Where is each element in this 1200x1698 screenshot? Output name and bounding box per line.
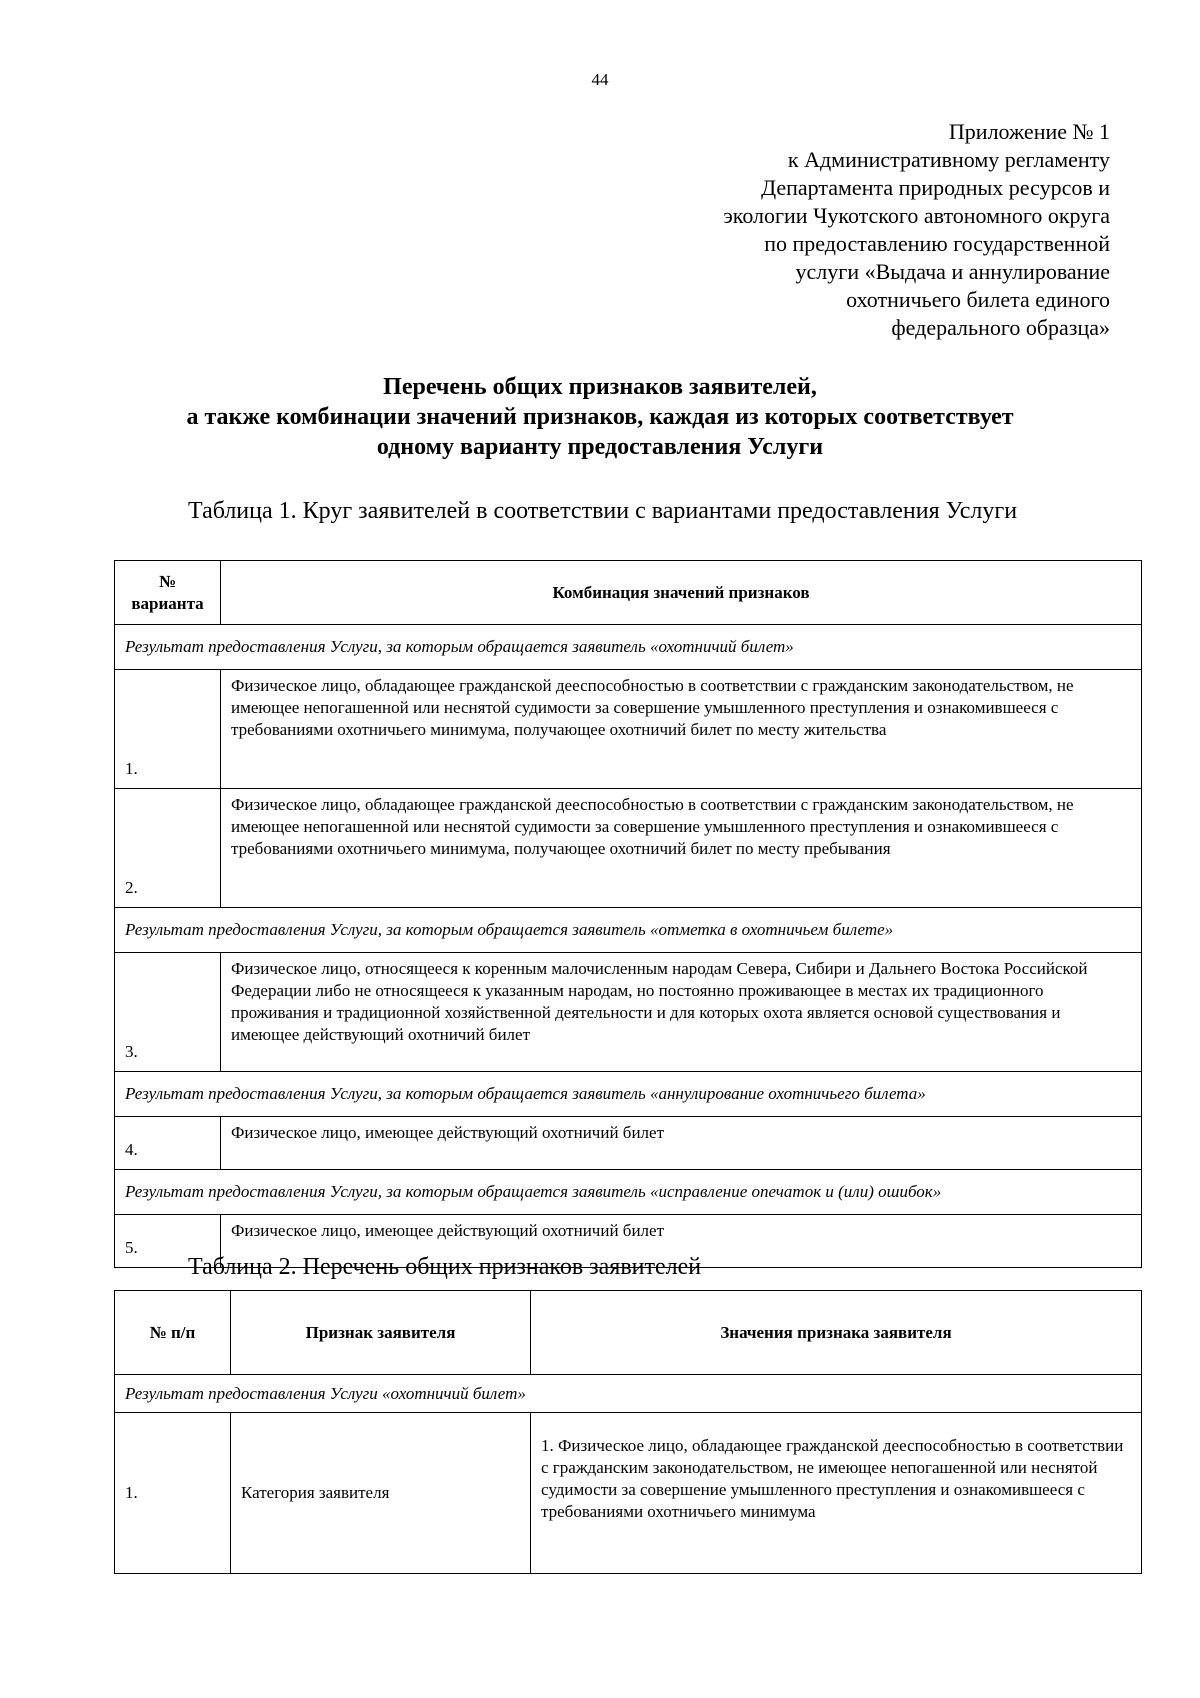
table-row [115,953,1142,1072]
table-row [115,1117,1142,1170]
table2-caption: Таблица 2. Перечень общих признаков заявителей [188,1254,702,1280]
variant-number: 5. [115,1215,221,1268]
table-header-row [115,1291,1142,1375]
appendix-line: услуги «Выдача и аннулирование [795,259,1110,284]
appendix-line: Департамента природных ресурсов и [761,175,1110,200]
table-row [115,789,1142,908]
table-header-row [115,561,1142,625]
header-variant-number: № варианта [115,561,221,625]
section-row [115,625,1142,670]
section-label: Результат предоставления Услуги «охотничий билет» [115,1375,1142,1413]
header-feature: Признак заявителя [231,1291,531,1375]
variant-description: Физическое лицо, обладающее гражданской дееспособностью в соответствии с гражданским законодательством, не имеющее непогашенной или неснятой судимости за совершение умышленного преступления и ознакомившееся с требованиями охотничьего минимума, получающее охотничий билет по месту пребывания [221,789,1142,908]
section-label: Результат предоставления Услуги, за которым обращается заявитель «отметка в охотничьем билете» [115,908,1142,953]
title-line: одному варианту предоставления Услуги [376,434,824,460]
appendix-line: экологии Чукотского автономного округа [723,203,1110,228]
title-line: а также комбинации значений признаков, каждая из которых соответствует [186,404,1014,430]
section-row [115,908,1142,953]
appendix-reference [590,118,1110,342]
variant-number: 2. [115,789,221,908]
header-item-number: № п/п [115,1291,231,1375]
variant-description: Физическое лицо, относящееся к коренным малочисленным народам Севера, Сибири и Дальнего Востока Российской Федерации либо не относящееся к указанным народам, но постоянно проживающее в местах их традиционного проживания и традиционной хозяйственной деятельности и для которых охота является основой существования и имеющее действующий охотничий билет [221,953,1142,1072]
document-title [0,372,1200,462]
variant-description: Физическое лицо, обладающее гражданской дееспособностью в соответствии с гражданским законодательством, не имеющее непогашенной или неснятой судимости за совершение умышленного преступления и ознакомившееся с требованиями охотничьего минимума, получающее охотничий билет по месту жительства [221,670,1142,789]
title-line: Перечень общих признаков заявителей, [383,374,817,400]
section-label: Результат предоставления Услуги, за которым обращается заявитель «аннулирование охотничьего билета» [115,1072,1142,1117]
section-row [115,1170,1142,1215]
section-row [115,1072,1142,1117]
feature-name: Категория заявителя [231,1413,531,1574]
variant-number: 3. [115,953,221,1072]
header-feature-values: Значения признака заявителя [531,1291,1142,1375]
section-row [115,1375,1142,1413]
variant-number: 1. [115,670,221,789]
section-label: Результат предоставления Услуги, за которым обращается заявитель «исправление опечаток и (или) ошибок» [115,1170,1142,1215]
page-number: 44 [591,70,609,89]
section-label: Результат предоставления Услуги, за которым обращается заявитель «охотничий билет» [115,625,1142,670]
variant-description: Физическое лицо, имеющее действующий охотничий билет [221,1215,1142,1268]
variant-description: Физическое лицо, имеющее действующий охотничий билет [221,1117,1142,1170]
appendix-line: по предоставлению государственной [764,231,1110,256]
appendix-line: к Административному регламенту [787,147,1110,172]
table-row [115,670,1142,789]
item-number: 1. [115,1413,231,1574]
table-row [115,1413,1142,1574]
feature-value: 1. Физическое лицо, обладающее гражданской дееспособностью в соответствии с гражданским законодательством, не имеющее непогашенной или неснятой судимости за совершение умышленного преступления и ознакомившееся с требованиями охотничьего минимума [531,1413,1142,1574]
variant-number: 4. [115,1117,221,1170]
table1-caption: Таблица 1. Круг заявителей в соответствии с вариантами предоставления Услуги [188,498,1018,524]
appendix-line: Приложение № 1 [948,119,1110,144]
appendix-line: федерального образца» [891,315,1110,340]
table-applicant-variants [114,560,1142,1268]
appendix-line: охотничьего билета единого [846,287,1110,312]
header-combination: Комбинация значений признаков [221,561,1142,625]
table-applicant-features [114,1290,1142,1574]
